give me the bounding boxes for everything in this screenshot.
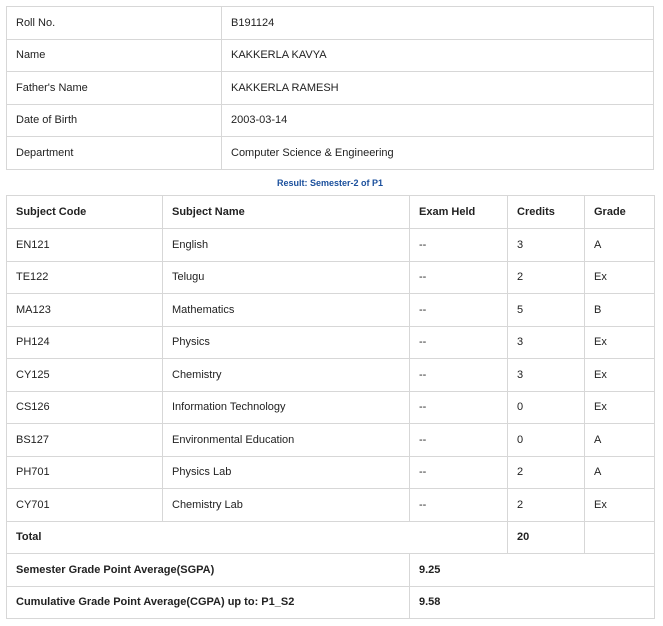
credits-cell: 0 bbox=[508, 391, 585, 424]
department-value: Computer Science & Engineering bbox=[222, 137, 654, 170]
credits-cell: 5 bbox=[508, 294, 585, 327]
roll-value: B191124 bbox=[222, 7, 654, 40]
student-info-table bbox=[6, 6, 654, 170]
cgpa-value: 9.58 bbox=[410, 586, 655, 619]
grade-rows bbox=[7, 229, 655, 522]
exam-held-cell: -- bbox=[410, 229, 508, 262]
name-row bbox=[7, 39, 654, 72]
table-row bbox=[7, 489, 655, 522]
sgpa-row bbox=[7, 554, 655, 587]
subject-code-cell: PH701 bbox=[7, 456, 163, 489]
dob-row bbox=[7, 104, 654, 137]
grade-cell: A bbox=[585, 424, 655, 457]
exam-held-cell: -- bbox=[410, 261, 508, 294]
subject-name-cell: Chemistry Lab bbox=[163, 489, 410, 522]
grade-cell: Ex bbox=[585, 326, 655, 359]
exam-held-cell: -- bbox=[410, 294, 508, 327]
father-label: Father's Name bbox=[7, 72, 222, 105]
header-subject-name: Subject Name bbox=[163, 196, 410, 229]
header-grade: Grade bbox=[585, 196, 655, 229]
roll-row bbox=[7, 7, 654, 40]
total-label: Total bbox=[7, 521, 508, 554]
sgpa-value: 9.25 bbox=[410, 554, 655, 587]
subject-name-cell: Physics Lab bbox=[163, 456, 410, 489]
grade-cell: Ex bbox=[585, 489, 655, 522]
header-exam-held: Exam Held bbox=[410, 196, 508, 229]
subject-code-cell: CY701 bbox=[7, 489, 163, 522]
credits-cell: 2 bbox=[508, 261, 585, 294]
dob-label: Date of Birth bbox=[7, 104, 222, 137]
subject-code-cell: CY125 bbox=[7, 359, 163, 392]
subject-name-cell: Environmental Education bbox=[163, 424, 410, 457]
table-row bbox=[7, 294, 655, 327]
exam-held-cell: -- bbox=[410, 424, 508, 457]
credits-cell: 2 bbox=[508, 456, 585, 489]
department-row bbox=[7, 137, 654, 170]
table-row bbox=[7, 326, 655, 359]
subject-name-cell: Chemistry bbox=[163, 359, 410, 392]
department-label: Department bbox=[7, 137, 222, 170]
roll-label: Roll No. bbox=[7, 7, 222, 40]
subject-code-cell: BS127 bbox=[7, 424, 163, 457]
cgpa-row bbox=[7, 586, 655, 619]
subject-name-cell: English bbox=[163, 229, 410, 262]
total-credits: 20 bbox=[508, 521, 585, 554]
table-row bbox=[7, 456, 655, 489]
name-label: Name bbox=[7, 39, 222, 72]
cgpa-label: Cumulative Grade Point Average(CGPA) up to: P1_S2 bbox=[7, 586, 410, 619]
subject-code-cell: TE122 bbox=[7, 261, 163, 294]
grade-cell: Ex bbox=[585, 261, 655, 294]
subject-name-cell: Physics bbox=[163, 326, 410, 359]
name-value: KAKKERLA KAVYA bbox=[222, 39, 654, 72]
grades-table bbox=[6, 195, 655, 619]
table-row bbox=[7, 261, 655, 294]
exam-held-cell: -- bbox=[410, 326, 508, 359]
grade-cell: B bbox=[585, 294, 655, 327]
total-grade-cell bbox=[585, 521, 655, 554]
credits-cell: 3 bbox=[508, 359, 585, 392]
father-row bbox=[7, 72, 654, 105]
credits-cell: 2 bbox=[508, 489, 585, 522]
subject-code-cell: MA123 bbox=[7, 294, 163, 327]
table-row bbox=[7, 229, 655, 262]
subject-code-cell: PH124 bbox=[7, 326, 163, 359]
exam-held-cell: -- bbox=[410, 391, 508, 424]
grade-cell: A bbox=[585, 456, 655, 489]
result-title: Result: Semester-2 of P1 bbox=[276, 178, 384, 188]
credits-cell: 3 bbox=[508, 229, 585, 262]
header-credits: Credits bbox=[508, 196, 585, 229]
exam-held-cell: -- bbox=[410, 489, 508, 522]
credits-cell: 3 bbox=[508, 326, 585, 359]
subject-name-cell: Telugu bbox=[163, 261, 410, 294]
subject-code-cell: EN121 bbox=[7, 229, 163, 262]
grade-cell: A bbox=[585, 229, 655, 262]
father-value: KAKKERLA RAMESH bbox=[222, 72, 654, 105]
table-row bbox=[7, 391, 655, 424]
dob-value: 2003-03-14 bbox=[222, 104, 654, 137]
table-row bbox=[7, 424, 655, 457]
subject-name-cell: Information Technology bbox=[163, 391, 410, 424]
table-row bbox=[7, 359, 655, 392]
total-row bbox=[7, 521, 655, 554]
sgpa-label: Semester Grade Point Average(SGPA) bbox=[7, 554, 410, 587]
grade-cell: Ex bbox=[585, 359, 655, 392]
grade-cell: Ex bbox=[585, 391, 655, 424]
exam-held-cell: -- bbox=[410, 456, 508, 489]
subject-name-cell: Mathematics bbox=[163, 294, 410, 327]
credits-cell: 0 bbox=[508, 424, 585, 457]
header-subject-code: Subject Code bbox=[7, 196, 163, 229]
grades-header-row bbox=[7, 196, 655, 229]
exam-held-cell: -- bbox=[410, 359, 508, 392]
subject-code-cell: CS126 bbox=[7, 391, 163, 424]
